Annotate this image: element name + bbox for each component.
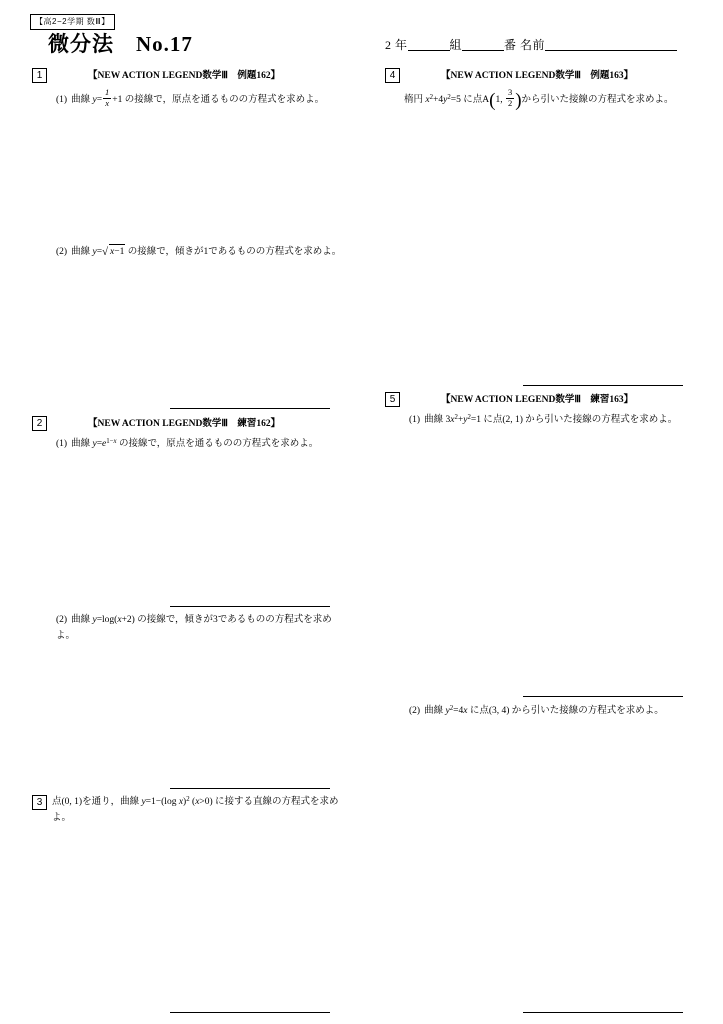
question-2-item-2: (2) 曲線 y=log(x+2) の接線で，傾きが3であるものの方程式を求めよ。: [56, 615, 332, 641]
name-input-line[interactable]: [545, 37, 677, 51]
name-label: 名前: [520, 38, 546, 52]
course-tag: 【高2−2学期 数Ⅲ】: [30, 14, 115, 30]
item-label: (2): [56, 615, 68, 625]
question-3-item-1: 点(0, 1)を通り，曲線 y=1−(log x)$^2$ (x>0) に接する直線の方程式を求めよ。: [52, 796, 339, 823]
question-number-1: 1: [32, 68, 47, 83]
item-label: (2): [56, 247, 68, 257]
answer-rule: [170, 788, 330, 789]
page-title-text: 微分法: [48, 32, 114, 56]
number-label: 番: [504, 38, 517, 52]
answer-rule: [523, 385, 683, 386]
class-input-line[interactable]: [408, 37, 450, 51]
answer-rule: [523, 696, 683, 697]
item-label: (1): [56, 439, 68, 450]
item-label: (2): [409, 706, 421, 717]
answer-rule: [170, 408, 330, 409]
item-label: (1): [409, 415, 421, 426]
question-2-item-1: (1) 曲線 $y=e^{1-x}$ の接線で，原点を通るものの方程式を求めよ。: [56, 438, 319, 450]
page-title: [48, 28, 193, 58]
answer-rule: [170, 606, 330, 607]
question-source-1: 【NEW ACTION LEGEND数学Ⅲ 例題162】: [88, 71, 281, 81]
question-source-5: 【NEW ACTION LEGEND数学Ⅲ 練習163】: [441, 395, 634, 405]
number-input-line[interactable]: [462, 37, 504, 51]
question-number-3: 3: [32, 795, 47, 810]
question-5-item-1: (1) 曲線 $3x^2+y^2=1$ に点(2, 1) から引いた接線の方程式を求めよ。: [409, 414, 678, 426]
student-info-row: [385, 36, 677, 53]
grade-label: 2 年: [385, 38, 408, 52]
question-number-2: 2: [32, 416, 47, 431]
question-4-item-1: 楕円 $x^2+4y^2=5$ に点A(1, $\frac{3}{2}$ )から引いた接線の方程式を求めよ。: [404, 87, 674, 111]
class-label: 組: [449, 38, 463, 52]
question-1-item-2: (2) 曲線 y= √ x−1 の接線で，傾きが1であるものの方程式を求めよ。: [56, 244, 356, 261]
answer-rule: [523, 1012, 683, 1013]
item-label: (1): [56, 94, 68, 105]
answer-rule: [170, 1012, 330, 1013]
question-source-4: 【NEW ACTION LEGEND数学Ⅲ 例題163】: [441, 71, 634, 81]
question-number-4: 4: [385, 68, 400, 83]
question-source-2: 【NEW ACTION LEGEND数学Ⅲ 練習162】: [88, 419, 281, 429]
question-1-item-1: (1) 曲線 y= $\frac{1}{x}$ +1 の接線で，原点を通るものの方程式を求めよ。: [56, 87, 325, 108]
question-5-item-2: (2) 曲線 $y^2=4x$ に点(3, 4) から引いた接線の方程式を求めよ。: [409, 705, 664, 717]
question-number-5: 5: [385, 392, 400, 407]
page-number-label: No.17: [136, 32, 193, 56]
